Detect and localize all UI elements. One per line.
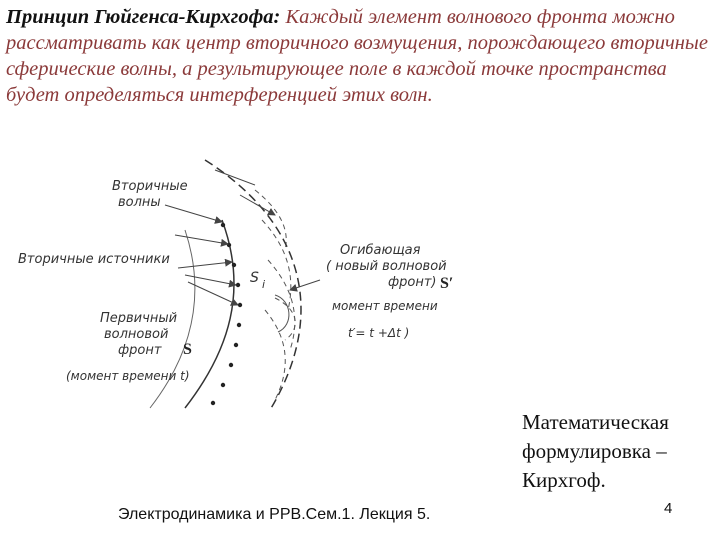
footer-course: Электродинамика и РРВ.Сем.1. Лекция 5.: [118, 506, 431, 523]
label-primary-2: волновой: [104, 327, 169, 342]
label-primary-1: Первичный: [100, 311, 178, 326]
label-si: S: [250, 270, 259, 286]
label-envelope-2: ( новый волновой: [326, 259, 447, 274]
label-secondary-sources: Вторичные источники: [18, 252, 170, 267]
label-si-sub: i: [262, 278, 266, 291]
label-time-1: момент времени: [332, 299, 438, 313]
principle-paragraph: [6, 4, 718, 108]
label-time-2: t′= t +Δt ): [348, 326, 410, 340]
principle-term: Принцип Гюйгенса-Кирхгофа:: [6, 6, 281, 28]
label-time-t: (момент времени t): [66, 369, 190, 383]
label-leaders: [165, 205, 320, 305]
label-primary-3: фронт: [118, 343, 162, 358]
label-secondary-waves-2: волны: [118, 195, 161, 210]
label-s: S: [183, 341, 192, 358]
label-secondary-waves-1: Вторичные: [112, 179, 188, 194]
page-number: 4: [664, 500, 673, 517]
huygens-diagram: [0, 150, 720, 410]
secondary-sources-dots: [211, 223, 242, 405]
principle-text: Каждый элемент волнового фронта можно рассматривать как центр вторичного возмущения, порождающего вторичные сферические волны, а результирующее поле в каждой точке пространства будет определяться интерференцией этих волн.: [6, 6, 708, 106]
label-envelope-1: Огибающая: [340, 243, 421, 258]
label-s-prime: S′: [440, 275, 454, 292]
math-formulation-note: Математическая формулировка – Кирхгоф.: [522, 410, 669, 492]
primary-wavefront: [185, 220, 234, 408]
arrow-rays: [215, 170, 275, 215]
label-envelope-3: фронт): [388, 275, 437, 290]
